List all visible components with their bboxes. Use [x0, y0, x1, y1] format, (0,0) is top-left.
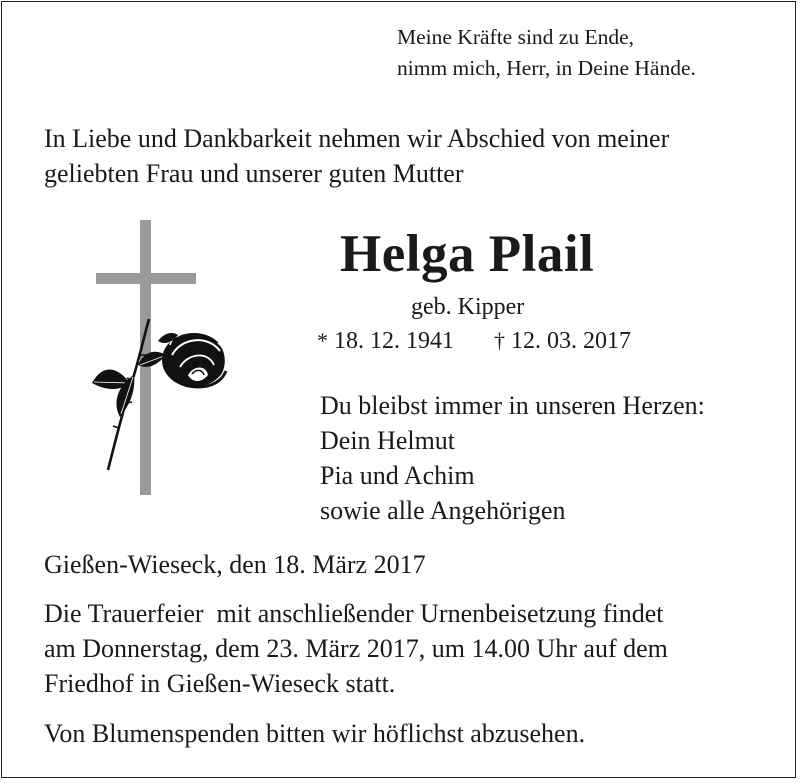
mourners-line: Dein Helmut — [320, 426, 456, 455]
funeral-line: Friedhof in Gießen-Wieseck statt. — [44, 669, 396, 698]
birth-date: 18. 12. 1941 — [334, 328, 454, 354]
intro-line: In Liebe und Dankbarkeit nehmen wir Abschied von meiner — [44, 124, 670, 153]
cross-with-rose — [86, 215, 236, 500]
death-cross-icon: † — [494, 328, 505, 353]
life-dates — [317, 326, 631, 356]
death-date: 12. 03. 2017 — [511, 328, 631, 354]
motto — [397, 22, 696, 84]
maiden-name: geb. Kipper — [411, 294, 525, 320]
intro-text — [44, 121, 669, 191]
funeral-info — [44, 596, 668, 701]
intro-line: geliebten Frau und unserer guten Mutter — [44, 159, 464, 188]
mourners-line: sowie alle Angehörigen — [320, 496, 566, 525]
funeral-line: Die Trauerfeier mit anschließender Urnenbeisetzung findet — [44, 599, 664, 628]
place-date: Gießen-Wieseck, den 18. März 2017 — [44, 550, 426, 579]
flowers-note: Von Blumenspenden bitten wir höflichst abzusehen. — [44, 719, 586, 748]
deceased-name: Helga Plail — [340, 225, 595, 283]
motto-line: Meine Kräfte sind zu Ende, — [397, 25, 635, 49]
birth-star-icon: * — [317, 328, 328, 353]
mourners-list — [320, 388, 705, 528]
mourners-line: Du bleibst immer in unseren Herzen: — [320, 391, 705, 420]
mourners-line: Pia und Achim — [320, 461, 475, 490]
funeral-line: am Donnerstag, dem 23. März 2017, um 14.00 Uhr auf dem — [44, 634, 668, 663]
motto-line: nimm mich, Herr, in Deine Hände. — [397, 56, 696, 80]
rose-icon — [92, 319, 226, 470]
